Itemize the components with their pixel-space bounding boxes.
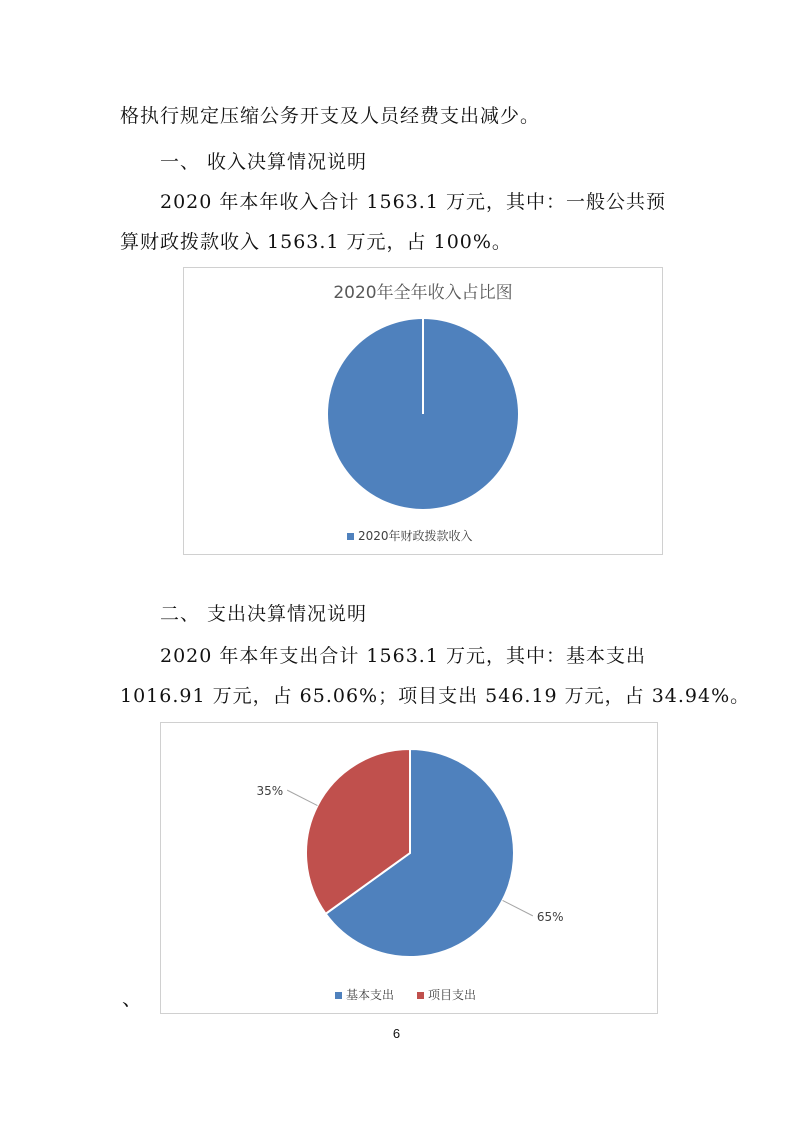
leader-line (287, 790, 317, 805)
legend-swatch (417, 992, 424, 999)
section-heading-income: 一、 收入决算情况说明 (160, 151, 368, 173)
legend-swatch (335, 992, 342, 999)
paragraph-line: 2020 年本年支出合计 1563.1 万元，其中：基本支出 (160, 645, 646, 667)
paragraph-line: 1016.91 万元，占 65.06%；项目支出 546.19 万元，占 34.94%。 (120, 685, 751, 707)
stray-punctuation: 、 (122, 986, 142, 1010)
page-number: 6 (392, 1026, 401, 1041)
data-label: 35% (256, 784, 284, 799)
legend-label: 基本支出 (346, 988, 395, 1002)
legend-swatch (347, 533, 354, 540)
expense-pie-svg (161, 723, 657, 1013)
legend-label: 项目支出 (428, 988, 477, 1002)
paragraph-line: 2020 年本年收入合计 1563.1 万元，其中：一般公共预 (160, 191, 666, 213)
paragraph-line: 格执行规定压缩公务开支及人员经费支出减少。 (120, 105, 541, 127)
leader-line (503, 900, 533, 915)
expense-pie-chart (160, 722, 658, 1014)
data-label: 65% (536, 909, 564, 924)
income-pie-svg (184, 268, 662, 554)
income-pie-chart (183, 267, 663, 555)
paragraph-line: 算财政拨款收入 1563.1 万元，占 100%。 (120, 231, 512, 253)
section-heading-expense: 二、 支出决算情况说明 (160, 603, 368, 625)
chart-title: 2020年全年收入占比图 (333, 283, 513, 303)
legend-label: 2020年财政拨款收入 (358, 529, 473, 543)
